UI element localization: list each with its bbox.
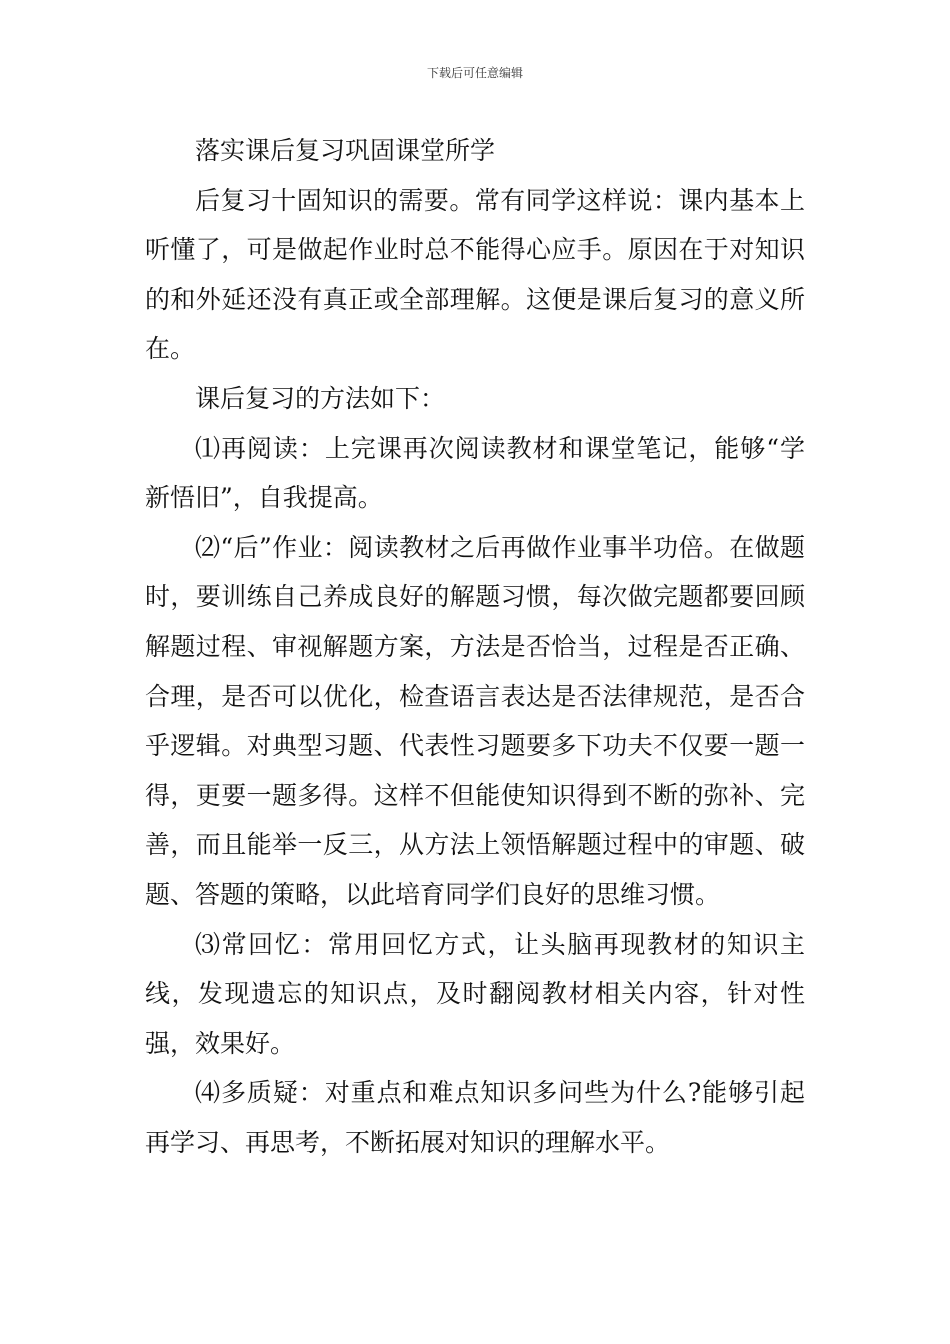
document-title: 落实课后复习巩固课堂所学	[195, 136, 496, 165]
page-header: 下载后可任意编辑	[426, 66, 523, 80]
paragraph-method-1: ⑴再阅读：上完课再次阅读教材和课堂笔记，能够“学新悟旧”，自我提高。	[145, 433, 805, 513]
paragraph-intro: 后复习十固知识的需要。常有同学这样说：课内基本上听懂了，可是做起作业时总不能得心应手。原因在于对知识的和外延还没有真正或全部理解。这便是课后复习的意义所在。	[145, 185, 805, 364]
paragraph-method-3: ⑶常回忆：常用回忆方式，让头脑再现教材的知识主线，发现遗忘的知识点，及时翻阅教材相关内容，针对性强，效果好。	[145, 929, 805, 1058]
paragraph-method-4: ⑷多质疑：对重点和难点知识多问些为什么?能够引起再学习、再思考，不断拓展对知识的理解水平。	[145, 1078, 805, 1157]
paragraph-methods-heading: 课后复习的方法如下：	[195, 383, 446, 413]
paragraph-method-2: ⑵“后”作业：阅读教材之后再做作业事半功倍。在做题时，要训练自己养成良好的解题习惯，每次做完题都要回顾解题过程、审视解题方案，方法是否恰当，过程是否正确、合理，是否可以优化，检查语言表达是否法律规范，是否合乎逻辑。对典型习题、代表性习题要多下功夫不仅要一题一得，更要一题多得。这样不但能使知识得到不断的弥补、完善，而且能举一反三，从方法上领悟解题过程中的审题、破题、答题的策略，以此培育同学们良好的思维习惯。	[145, 532, 805, 909]
document-body	[145, 126, 805, 1167]
